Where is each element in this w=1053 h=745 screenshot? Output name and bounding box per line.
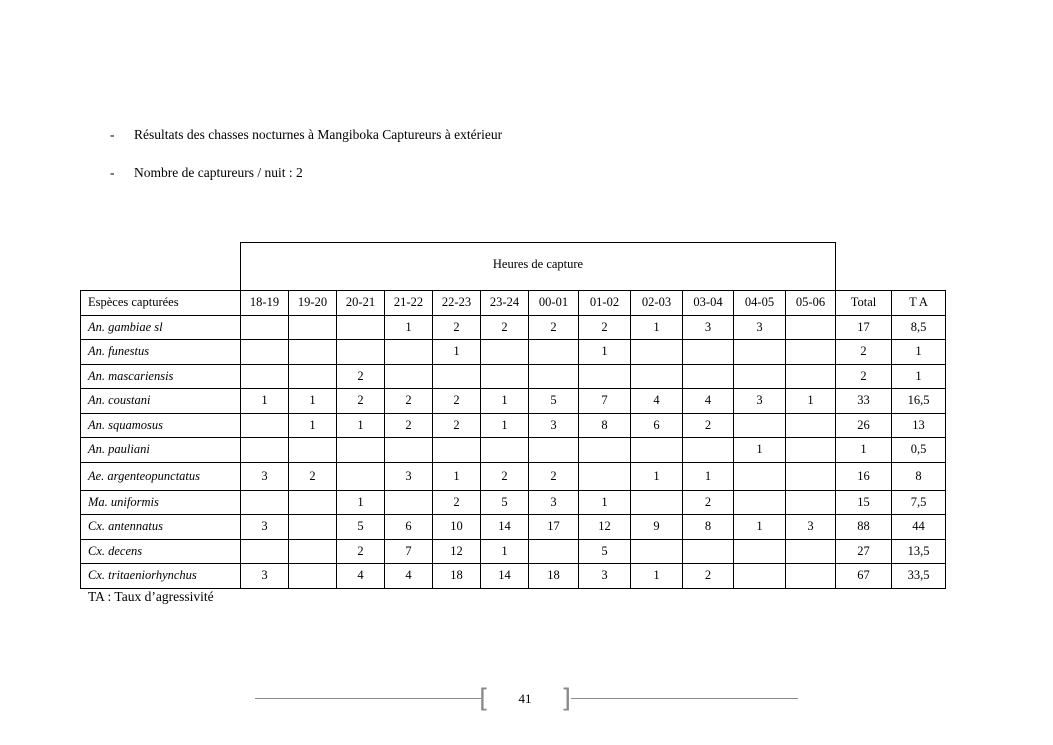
species-name: An. pauliani bbox=[81, 438, 241, 463]
table-cell bbox=[734, 490, 786, 515]
bullet-text: Résultats des chasses nocturnes à Mangiboka Captureurs à extérieur bbox=[134, 127, 503, 142]
table-cell bbox=[786, 539, 836, 564]
table-cell bbox=[734, 413, 786, 438]
species-name: An. squamosus bbox=[81, 413, 241, 438]
table-cell: 44 bbox=[892, 515, 946, 540]
table-cell: 13,5 bbox=[892, 539, 946, 564]
table-cell: 1 bbox=[734, 438, 786, 463]
footer-rule-left bbox=[255, 698, 481, 699]
table-cell: 14 bbox=[481, 564, 529, 589]
table-cell: 5 bbox=[529, 389, 579, 414]
table-cell bbox=[631, 539, 683, 564]
table-cell bbox=[529, 364, 579, 389]
table-cell: 1 bbox=[579, 490, 631, 515]
table-cell bbox=[786, 364, 836, 389]
table-cell: 4 bbox=[337, 564, 385, 589]
column-header: 04-05 bbox=[734, 291, 786, 316]
table-cell bbox=[289, 490, 337, 515]
table-cell bbox=[683, 364, 734, 389]
table-cell: 8 bbox=[892, 462, 946, 490]
table-cell: 3 bbox=[241, 564, 289, 589]
table-cell: 4 bbox=[683, 389, 734, 414]
table-cell bbox=[734, 340, 786, 365]
table-cell: 3 bbox=[385, 462, 433, 490]
column-header: 21-22 bbox=[385, 291, 433, 316]
table-cell bbox=[683, 340, 734, 365]
table-cell: 16 bbox=[836, 462, 892, 490]
table-cell: 3 bbox=[734, 315, 786, 340]
table-cell: 1 bbox=[433, 340, 481, 365]
table-cell bbox=[481, 364, 529, 389]
table-cell: 3 bbox=[241, 462, 289, 490]
species-name: An. funestus bbox=[81, 340, 241, 365]
column-header: 05-06 bbox=[786, 291, 836, 316]
species-name: Ma. uniformis bbox=[81, 490, 241, 515]
table-cell bbox=[579, 462, 631, 490]
table-cell bbox=[683, 539, 734, 564]
table-row bbox=[81, 539, 946, 564]
table-cell: 5 bbox=[337, 515, 385, 540]
table-cell: 1 bbox=[337, 413, 385, 438]
table-cell bbox=[241, 315, 289, 340]
right-bracket-icon: ] bbox=[561, 684, 572, 714]
table-cell: 16,5 bbox=[892, 389, 946, 414]
table-cell: 3 bbox=[241, 515, 289, 540]
table-cell: 12 bbox=[433, 539, 481, 564]
table-cell: 1 bbox=[433, 462, 481, 490]
table-cell bbox=[631, 438, 683, 463]
table-cell bbox=[385, 364, 433, 389]
table-cell bbox=[631, 490, 683, 515]
table-row bbox=[81, 438, 946, 463]
column-header: 01-02 bbox=[579, 291, 631, 316]
table-cell bbox=[337, 462, 385, 490]
table-cell: 1 bbox=[337, 490, 385, 515]
capture-table bbox=[80, 290, 946, 589]
table-cell: 1 bbox=[892, 340, 946, 365]
table-cell bbox=[289, 438, 337, 463]
table-cell bbox=[529, 539, 579, 564]
table-cell: 1 bbox=[579, 340, 631, 365]
table-cell: 10 bbox=[433, 515, 481, 540]
table-cell bbox=[786, 315, 836, 340]
table-cell: 27 bbox=[836, 539, 892, 564]
table-cell: 1 bbox=[289, 389, 337, 414]
bullet-dash: - bbox=[110, 127, 115, 142]
table-cell: 9 bbox=[631, 515, 683, 540]
table-cell: 2 bbox=[529, 462, 579, 490]
table-cell bbox=[289, 340, 337, 365]
table-cell: 2 bbox=[529, 315, 579, 340]
table-cell bbox=[631, 364, 683, 389]
page-footer bbox=[255, 686, 798, 714]
table-cell: 1 bbox=[481, 539, 529, 564]
table-cell: 8 bbox=[579, 413, 631, 438]
table-cell bbox=[579, 438, 631, 463]
table-cell: 3 bbox=[529, 413, 579, 438]
table-cell bbox=[734, 462, 786, 490]
table-cell bbox=[289, 315, 337, 340]
table-cell: 67 bbox=[836, 564, 892, 589]
table-cell: 7,5 bbox=[892, 490, 946, 515]
bullet-dash: - bbox=[110, 165, 115, 180]
column-header: 03-04 bbox=[683, 291, 734, 316]
table-cell: 1 bbox=[631, 564, 683, 589]
footnote: TA : Taux d’agressivité bbox=[88, 589, 214, 604]
species-name: Cx. antennatus bbox=[81, 515, 241, 540]
table-cell: 2 bbox=[836, 340, 892, 365]
table-cell: 2 bbox=[337, 389, 385, 414]
footer-rule-right bbox=[571, 698, 798, 699]
species-name: An. coustani bbox=[81, 389, 241, 414]
table-cell: 17 bbox=[836, 315, 892, 340]
table-cell bbox=[433, 364, 481, 389]
table-cell: 2 bbox=[579, 315, 631, 340]
table-cell: 2 bbox=[433, 389, 481, 414]
table-row bbox=[81, 364, 946, 389]
table-cell: 4 bbox=[631, 389, 683, 414]
column-header: 22-23 bbox=[433, 291, 481, 316]
table-cell: 5 bbox=[481, 490, 529, 515]
table-cell bbox=[385, 490, 433, 515]
table-cell bbox=[337, 340, 385, 365]
table-cell bbox=[337, 315, 385, 340]
table-cell bbox=[529, 438, 579, 463]
column-header: Espèces capturées bbox=[81, 291, 241, 316]
table-cell: 18 bbox=[529, 564, 579, 589]
table-cell: 6 bbox=[631, 413, 683, 438]
table-cell bbox=[241, 340, 289, 365]
table-cell bbox=[241, 490, 289, 515]
table-cell bbox=[385, 438, 433, 463]
table-cell: 8 bbox=[683, 515, 734, 540]
table-cell bbox=[289, 364, 337, 389]
table-cell bbox=[241, 539, 289, 564]
table-cell: 7 bbox=[579, 389, 631, 414]
table-cell bbox=[433, 438, 481, 463]
table-cell: 1 bbox=[683, 462, 734, 490]
table-cell: 2 bbox=[433, 315, 481, 340]
table-row bbox=[81, 340, 946, 365]
table-cell bbox=[734, 539, 786, 564]
bullet-results bbox=[110, 127, 502, 143]
table-cell: 1 bbox=[631, 462, 683, 490]
table-cell: 1 bbox=[631, 315, 683, 340]
table-cell: 2 bbox=[683, 490, 734, 515]
table-cell: 3 bbox=[529, 490, 579, 515]
table-cell: 2 bbox=[337, 364, 385, 389]
table-cell: 2 bbox=[289, 462, 337, 490]
table-cell: 2 bbox=[385, 389, 433, 414]
species-name: An. gambiae sl bbox=[81, 315, 241, 340]
table-cell: 1 bbox=[241, 389, 289, 414]
table-cell: 13 bbox=[892, 413, 946, 438]
column-header: T A bbox=[892, 291, 946, 316]
table-cell: 1 bbox=[481, 389, 529, 414]
table-cell: 26 bbox=[836, 413, 892, 438]
table-cell: 2 bbox=[433, 413, 481, 438]
capture-hours-header: Heures de capture bbox=[240, 242, 836, 290]
table-cell: 1 bbox=[892, 364, 946, 389]
bullet-captors bbox=[110, 165, 303, 181]
table-cell bbox=[734, 564, 786, 589]
table-cell bbox=[337, 438, 385, 463]
table-cell bbox=[481, 340, 529, 365]
table-cell: 2 bbox=[481, 315, 529, 340]
table-cell bbox=[631, 340, 683, 365]
table-cell: 5 bbox=[579, 539, 631, 564]
table-cell: 2 bbox=[433, 490, 481, 515]
table-cell: 1 bbox=[836, 438, 892, 463]
table-cell bbox=[241, 364, 289, 389]
table-cell: 1 bbox=[734, 515, 786, 540]
species-name: Cx. decens bbox=[81, 539, 241, 564]
table-cell: 18 bbox=[433, 564, 481, 589]
table-cell: 1 bbox=[385, 315, 433, 340]
table-cell: 1 bbox=[481, 413, 529, 438]
table-cell: 33 bbox=[836, 389, 892, 414]
column-header: 00-01 bbox=[529, 291, 579, 316]
column-header: 23-24 bbox=[481, 291, 529, 316]
species-name: Ae. argenteopunctatus bbox=[81, 462, 241, 490]
table-cell: 4 bbox=[385, 564, 433, 589]
table-cell: 6 bbox=[385, 515, 433, 540]
table-cell bbox=[786, 413, 836, 438]
table-row bbox=[81, 564, 946, 589]
table-cell: 2 bbox=[337, 539, 385, 564]
column-header: 02-03 bbox=[631, 291, 683, 316]
table-cell bbox=[786, 462, 836, 490]
table-cell bbox=[683, 438, 734, 463]
table-cell: 2 bbox=[481, 462, 529, 490]
table-cell: 3 bbox=[786, 515, 836, 540]
page-number: 41 bbox=[518, 691, 532, 706]
table-header-row bbox=[81, 291, 946, 316]
table-cell: 0,5 bbox=[892, 438, 946, 463]
table-cell bbox=[786, 564, 836, 589]
table-cell: 14 bbox=[481, 515, 529, 540]
column-header: Total bbox=[836, 291, 892, 316]
table-cell: 2 bbox=[385, 413, 433, 438]
table-cell bbox=[734, 364, 786, 389]
table-cell bbox=[786, 438, 836, 463]
table-cell: 2 bbox=[836, 364, 892, 389]
table-cell bbox=[786, 340, 836, 365]
table-cell bbox=[289, 539, 337, 564]
table-cell bbox=[241, 438, 289, 463]
table-row bbox=[81, 515, 946, 540]
table-cell: 2 bbox=[683, 413, 734, 438]
table-cell: 33,5 bbox=[892, 564, 946, 589]
table-cell bbox=[579, 364, 631, 389]
column-header: 18-19 bbox=[241, 291, 289, 316]
column-header: 19-20 bbox=[289, 291, 337, 316]
left-bracket-icon: [ bbox=[479, 684, 490, 714]
table-cell: 17 bbox=[529, 515, 579, 540]
bullet-text: Nombre de captureurs / nuit : 2 bbox=[134, 165, 303, 180]
table-cell bbox=[241, 413, 289, 438]
table-row bbox=[81, 413, 946, 438]
table-cell: 1 bbox=[786, 389, 836, 414]
table-cell: 1 bbox=[289, 413, 337, 438]
table-cell: 7 bbox=[385, 539, 433, 564]
table-row bbox=[81, 315, 946, 340]
table-row bbox=[81, 490, 946, 515]
table-cell bbox=[529, 340, 579, 365]
table-cell bbox=[385, 340, 433, 365]
table-cell: 12 bbox=[579, 515, 631, 540]
table-cell bbox=[786, 490, 836, 515]
table-row bbox=[81, 389, 946, 414]
table-cell bbox=[289, 564, 337, 589]
species-name: An. mascariensis bbox=[81, 364, 241, 389]
table-row bbox=[81, 462, 946, 490]
table-cell bbox=[289, 515, 337, 540]
column-header: 20-21 bbox=[337, 291, 385, 316]
species-name: Cx. tritaeniorhynchus bbox=[81, 564, 241, 589]
table-cell: 2 bbox=[683, 564, 734, 589]
table-cell: 88 bbox=[836, 515, 892, 540]
table-cell: 15 bbox=[836, 490, 892, 515]
table-cell: 3 bbox=[683, 315, 734, 340]
table-cell: 3 bbox=[734, 389, 786, 414]
table-cell: 3 bbox=[579, 564, 631, 589]
table-cell bbox=[481, 438, 529, 463]
table-cell: 8,5 bbox=[892, 315, 946, 340]
